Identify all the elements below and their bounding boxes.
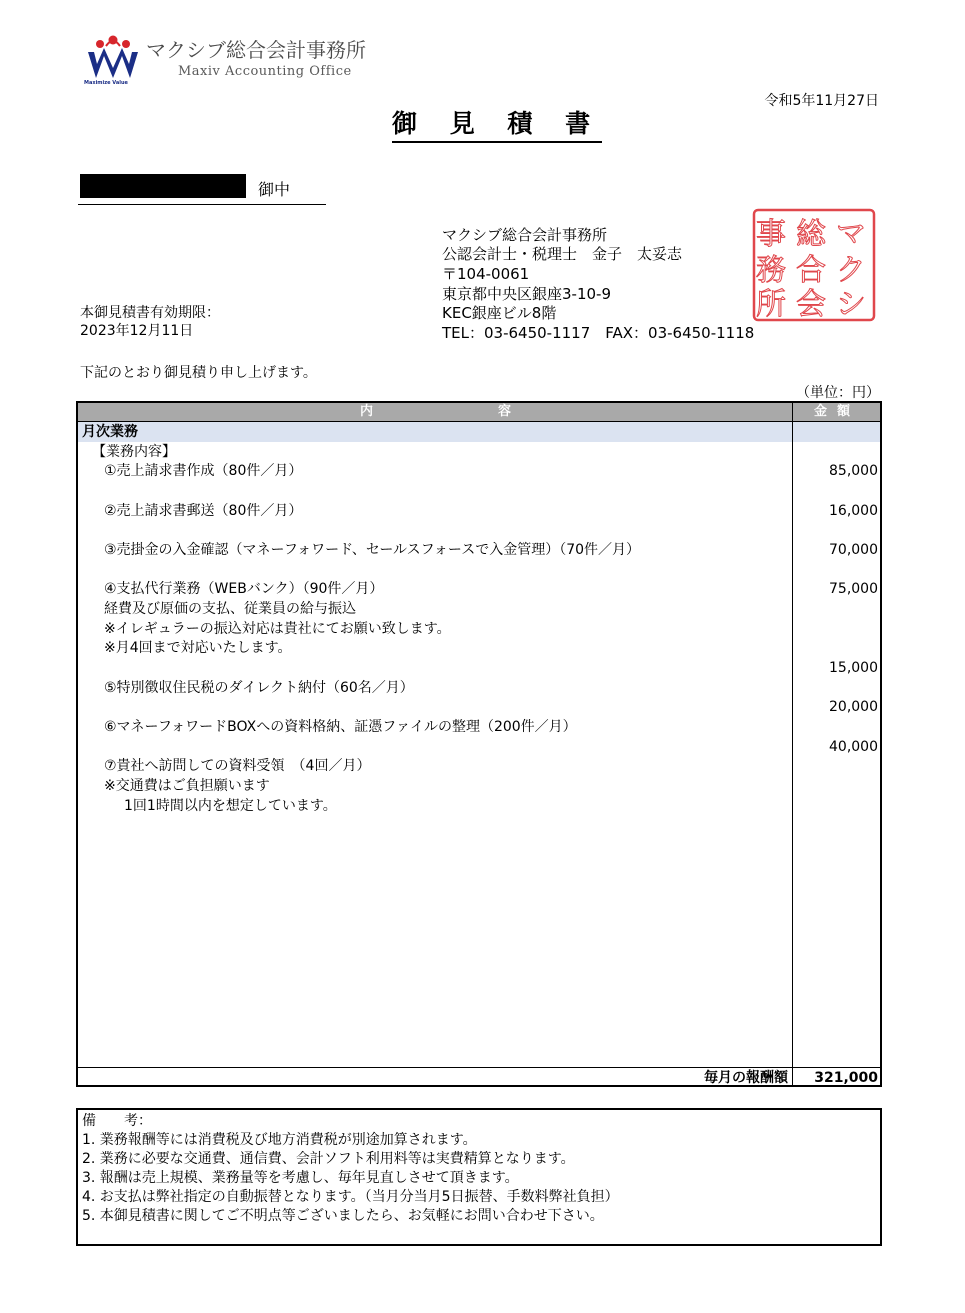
seal-char: 合 [796,253,826,288]
remarks-item: 3. 報酬は売上規模、業務量等を考慮し、毎年見直しさせて頂きます。 [82,1170,519,1186]
amount-cell: 75,000 [829,581,878,597]
amount-cell: 70,000 [829,542,878,558]
company-seal-icon [752,208,876,322]
client-suffix: 御中 [258,180,291,199]
header-content [78,403,792,421]
issuer-line: TEL：03-6450-1117 FAX：03-6450-1118 [442,324,755,342]
seal-char: 事 [756,217,786,252]
validity-date: 2023年12月11日 [80,323,194,339]
amount-cell: 85,000 [829,463,878,479]
client-underline [78,204,326,205]
header-content-char: 内 [360,404,374,419]
table-line: 1回1時間以内を想定しています。 [124,798,337,814]
column-divider [792,403,793,1085]
table-line: ②売上請求書郵送（80件／月） [104,503,303,519]
remarks-item: 5. 本御見積書に関してご不明点等ございましたら、お気軽にお問い合わせ下さい。 [82,1208,604,1224]
amount-cell: 20,000 [829,699,878,715]
table-line: ①売上請求書作成（80件／月） [104,463,303,479]
table-line: 【業務内容】 [92,444,176,460]
validity-label: 本御見積書有効期限： [80,305,220,321]
amount-cell: 40,000 [829,739,878,755]
seal-char: 総 [796,217,826,252]
issuer-line: 東京都中央区銀座3-10-9 [442,285,611,303]
issuer-line: KEC銀座ビル8階 [442,304,557,322]
company-logo-icon [86,34,140,82]
issuer-line: 公認会計士・税理士 金子 太妥志 [442,245,683,263]
issue-date: 令和5年11月27日 [764,93,879,109]
remarks-title: 備 考： [82,1113,152,1129]
document-title: 御 見 積 書 [392,108,602,143]
table-line: ※月4回まで対応いたします。 [104,640,292,656]
total-value: 321,000 [814,1070,878,1086]
table-line: ※交通費はご負担願います [104,778,270,794]
seal-char: シ [836,287,866,322]
section-band [78,422,880,442]
seal-char: 会 [796,287,826,322]
remarks-item: 4. お支払は弊社指定の自動振替となります。（当月分当月5日振替、手数料弊社負担） [82,1189,619,1205]
seal-char: ク [836,253,866,288]
seal-char: 所 [756,287,786,322]
logo-caption: Maximize Value [84,80,128,86]
table-line: ④支払代行業務（WEBバンク）（90件／月） [104,581,384,597]
estimate-table [76,401,882,1087]
seal-char: 務 [756,253,786,288]
header-amount: 金額 [813,404,860,419]
remarks-item: 1. 業務報酬等には消費税及び地方消費税が別途加算されます。 [82,1132,477,1148]
remarks-box [76,1108,882,1246]
total-label: 毎月の報酬額 [704,1070,788,1086]
remarks-item: 2. 業務に必要な交通費、通信費、会計ソフト利用料等は実費精算となります。 [82,1151,575,1167]
unit-label: （単位：円） [796,385,880,401]
total-rule [78,1067,880,1068]
intro-text: 下記のとおり御見積り申し上げます。 [80,365,317,381]
table-line: ③売掛金の入金確認（マネーフォワード、セールスフォースで入金管理）（70件／月） [104,542,641,558]
header-content-char: 容 [498,404,512,419]
issuer-line: マクシブ総合会計事務所 [442,226,608,244]
logo-company-name-en: Maxiv Accounting Office [178,64,352,79]
amount-cell: 15,000 [829,660,878,676]
amount-cell: 16,000 [829,503,878,519]
section-title: 月次業務 [82,424,138,440]
table-line: ※イレギュラーの振込対応は貴社にてお願い致します。 [104,621,451,637]
issuer-line: 〒104-0061 [442,265,530,283]
table-line: 経費及び原価の支払、従業員の給与振込 [104,601,356,617]
redacted-client-name [80,174,246,198]
seal-char: マ [836,217,866,252]
table-line: ⑦貴社へ訪問しての資料受領 （4回／月） [104,758,371,774]
table-line: ⑤特別徴収住民税のダイレクト納付（60名／月） [104,680,414,696]
logo-company-name: マクシブ総合会計事務所 [146,38,366,62]
table-line: ⑥マネーフォワードBOXへの資料格納、証憑ファイルの整理（200件／月） [104,719,577,735]
